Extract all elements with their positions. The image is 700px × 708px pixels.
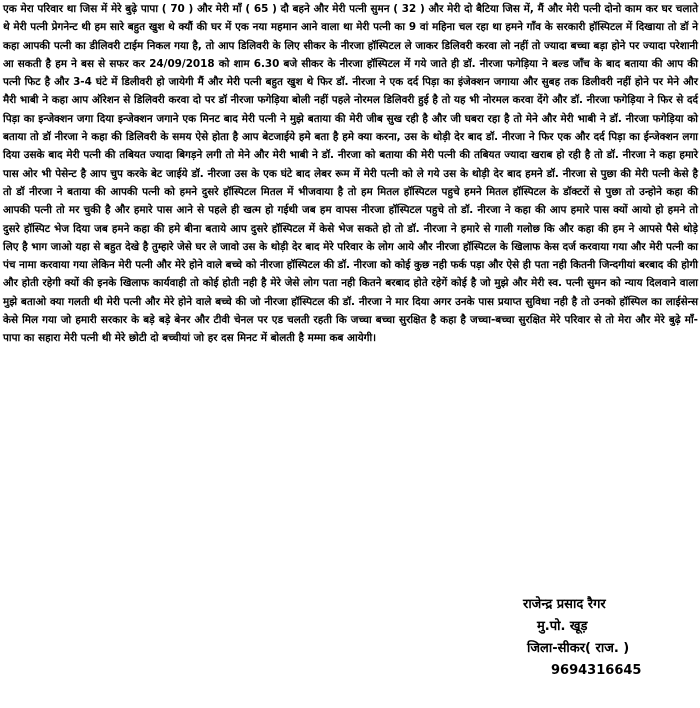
signature-phone: 9694316645 bbox=[551, 663, 642, 678]
signature-district: जिला-सीकर( राज. ) bbox=[527, 641, 630, 656]
signature-block bbox=[515, 594, 690, 682]
signature-name: राजेन्द्र प्रसाद रैगर bbox=[523, 597, 606, 612]
letter-body: एक मेरा परिवार था जिस में मेरे बुढ़े पापा ( 70 ) और मेरी माँ ( 65 ) दौ बहने और मेरी पत्नी सुमन ( 32 ) और मेरी दो बैटिया जिस में, मैं और मेरी पत्नी दोनो काम कर घर चलाते थे मेरी पत्नी प्रेगनेन्ट थी हम सारे बहुत खुश थे क्यौं की घर में एक नया महमान आने वाला था मेरी पत्नी का 9 वां महिना चल रहा था हमने गाँव के सरकारी हॉस्पिटल में दिखाया तो डॉ ने कहा आपकी पत्नी का डीलिवरी टाईम निकल गया है, तो आप डिलिवरी के लिए सीकर के नीरजा हॉस्पिटल ले जाकर डिलिवरी करवा लो नहीं तो ज्यादा बच्चा बड़ा होने पर ज्यादा परेशानी आ सकती है हम ने बस से सफर कर 24/09/2018 को शाम 6.30 बजे सीकर के नीरजा हॉस्पिटल में गये जाते ही डॉ. नीरजा फगेड़िया ने बल्ड जाँच के बाद बताया की आप की पत्नी फिट है और 3-4 घंटे में डिलीवरी हो जायेगी मैं और मेरी पत्नी बहुत खुश थे फिर डॉ. नीरजा ने एक दर्द पिड़ा का इंजेक्शन जगाया और सुबह तक डिलीवरी नहीं होने पर मेने और मैरी भाबी ने कहा आप ऑरेशन से डिलिवरी करवा दो पर डॉ नीरजा फगेड़िया बोली नहीं पहले नोरमल डिलिवरी हुई है तो यह भी नोरमल करवा देंगे और डॉ. नीरजा फगेड़िया ने फिर से दर्द पिड़ा का इन्जेक्शन जगा दिया इन्जेक्शन जगाने एक मिनट बाद मेरी पत्नी ने मुझे बताया की मेरी जीब सुख रही है और जी घबरा रहा है तो मेने और मेरी भाबी ने डॉ. नीरजा फगेड़िया को बताया तो डॉ नीरजा ने कहा की डिलिवरी के समय ऐसे होता है आप बेटजाईये हमे बता है हमे क्या करना, उस के थोड़ी देर बाद डॉ. नीरजा ने फिर एक और दर्द पिड़ा का ईन्जेक्शन लगा दिया उसके बाद मेरी पत्नी की तबियत ज्यादा बिगड़ने लगी तो मेने और मेरी भाबी ने डॉ. नीरजा को बताया की मेरी पत्नी की तबियत ज्यादा खराब हो रही है तो डॉ. नीरजा ने कहा हमारे पास ओर भी पेसेन्ट है आप चुप करके बेट जाईये डॉ. नीरजा उस के एक घंटे बाद लेबर रूम में मेरी पत्नी को ले गये उस के थोड़ी देर बाद हमने डॉ. नीरजा से पुछा की मेरी पत्नी केसे है तो डॉ नीरजा ने बताया की आपकी पत्नी को हमने दुसरे हॉस्पिटल मितल में भीजवाया है तो हम मितल हॉस्पिटल पहुचे हमने मितल हॉस्पिटल के डॉक्टरों से पुछा तो उन्होने कहा की आपकी पत्नी तो मर चुकी है और हमारे पास आने से पहले ही खत्म हो गईथी जब हम वापस नीरजा हॉस्पिटल पहुचे तो डॉ. नीरजा ने कहा की आप हमारे पास क्यों आयो हो हमने तो दुसरे हॉस्पिट भेज दिया जब हमने कहा की हमे बीना बताये आप दुसरे हॉस्पिटल में केसे भेज सकते हो तो डॉ. नीरजा ने हमारे से गाली गलोछ कि और कहा की हम ने आपसे पैसे थोड़े लिए है भाग जाओ यहा से बहुत देखे है तुम्हारे जेसे घर ले जावो उस के थोड़ी देर बाद मेरे परिवार के लोग आये और नीरजा हॉस्पिटल के खिलाफ केस दर्ज करवाया गया और मेरी पत्नी का पंच नामा करवाया गया लेकिन मेरी पत्नी और मेरे होने वाले बच्चे को नीरजा हॉस्पिटल की डॉ. नीरजा को कोई कुछ नही फर्क पड़ा और ऐसे ही पता नही कितनी जिन्दगीयां बरबाद की होगी और होती रहेगी क्यों की इनके खिलाफ कार्यवाही तो कोई होती नही है मेरे जेसे लोग पता नही कितने बरबाद होते रहेगें कोई है जो मुझे और मेरी स्व. पत्नी सुमन को न्याय दिलवाने वाला मुझे बताओ क्या गलती थी मेरी पत्नी और मेरे होने वाले बच्चे की जो नीरजा हॉस्पिटल की डॉ. नीरजा ने मार दिया अगर उनके पास प्रयाप्त सुविधा नही है तो उनको हॉस्पिल का लाईसेन्स केसे मिल गया जो हमारी सरकार के बड़े बड़े बेनर और टीवी चेनल पर एड चलती रहती कि जच्चा बच्चा सुरक्षित है कहा है जच्चा-बच्चा सुरक्षित मेरे परिवार से तो मेरा और मेरे बुढ़े माँ-पापा का सहारा मेरी पत्नी थी मेरे छोटी दो बच्चीयां जो हर दस मिनट में बोलती है मम्मा कब आयेगी। bbox=[3, 3, 698, 345]
signature-address: मु.पो. खूड़ bbox=[537, 619, 588, 634]
